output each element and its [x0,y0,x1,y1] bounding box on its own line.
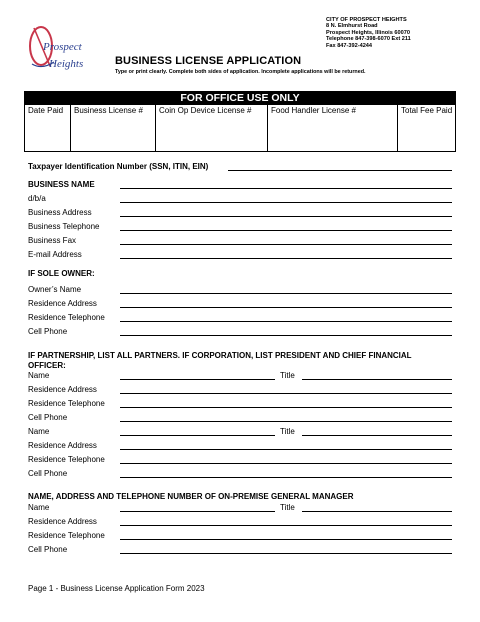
owner-residence-telephone-field[interactable] [120,321,452,322]
business-telephone-field[interactable] [120,230,452,231]
sole-owner-heading: IF SOLE OWNER: [28,269,95,278]
partner1-cell-phone-field[interactable] [120,421,452,422]
office-col-food-handler: Food Handler License # [268,105,398,151]
city-name: CITY OF PROSPECT HEIGHTS [326,17,407,23]
logo-line2: Heights [49,58,84,70]
manager-residence-address-field[interactable] [120,525,452,526]
email-address-label: E-mail Address [28,250,82,259]
partner1-cell-phone-label: Cell Phone [28,413,68,422]
office-col-business-license: Business License # [71,105,156,151]
partner1-residence-address-label: Residence Address [28,385,97,394]
office-col-date-paid: Date Paid [25,105,71,151]
city-street: 8 N. Elmhurst Road [326,23,378,30]
email-address-field[interactable] [120,258,452,259]
partnership-heading-line1: IF PARTNERSHIP, LIST ALL PARTNERS. IF CORPORATION, LIST PRESIDENT AND CHIEF FINANCIAL [28,351,412,360]
partner2-title-field[interactable] [302,435,452,436]
partnership-heading-line2: OFFICER: [28,361,66,370]
owner-residence-telephone-label: Residence Telephone [28,313,105,322]
partner1-residence-telephone-label: Residence Telephone [28,399,105,408]
partner1-title-field[interactable] [302,379,452,380]
office-col-total-fee: Total Fee Paid [401,106,453,115]
business-fax-field[interactable] [120,244,452,245]
owner-residence-address-label: Residence Address [28,299,97,308]
dba-label: d/b/a [28,194,46,203]
partner2-residence-address-field[interactable] [120,449,452,450]
taxpayer-id-field[interactable] [228,170,452,171]
owner-name-field[interactable] [120,293,452,294]
form-title: BUSINESS LICENSE APPLICATION [115,55,302,67]
manager-heading: NAME, ADDRESS AND TELEPHONE NUMBER OF ON-PREMISE GENERAL MANAGER [28,492,354,501]
partner1-residence-address-field[interactable] [120,393,452,394]
partner2-residence-telephone-field[interactable] [120,463,452,464]
business-name-heading: BUSINESS NAME [28,180,95,189]
manager-name-label: Name [28,503,50,512]
dba-field[interactable] [120,202,452,203]
partner2-cell-phone-label: Cell Phone [28,469,68,478]
partner2-residence-address-label: Residence Address [28,441,97,450]
business-fax-label: Business Fax [28,236,77,245]
form-subtitle: Type or print clearly. Complete both sides of application. Incomplete applications will be returned. [115,69,366,75]
partner2-name-field[interactable] [120,435,275,436]
manager-name-field[interactable] [120,511,275,512]
city-contact-block [326,17,411,49]
office-use-title: FOR OFFICE USE ONLY [25,92,455,105]
owner-residence-address-field[interactable] [120,307,452,308]
business-name-field[interactable] [120,188,452,189]
partner1-title-label: Title [280,371,295,380]
office-col-coin-op: Coin Op Device License # [156,105,268,151]
partner2-cell-phone-field[interactable] [120,477,452,478]
manager-title-field[interactable] [302,511,452,512]
manager-title-label: Title [280,503,295,512]
city-city: Prospect Heights, Illinois 60070 [326,29,410,36]
city-telephone: Telephone 847-398-6070 Ext 211 [326,36,411,43]
manager-cell-phone-label: Cell Phone [28,545,68,554]
logo-line1: Prospect [43,41,82,53]
owner-name-label: Owner’s Name [28,285,82,294]
partner2-name-label: Name [28,427,50,436]
partner2-residence-telephone-label: Residence Telephone [28,455,105,464]
office-use-box [24,91,456,152]
partner2-title-label: Title [280,427,295,436]
business-telephone-label: Business Telephone [28,222,100,231]
manager-residence-telephone-label: Residence Telephone [28,531,105,540]
city-logo [24,20,94,76]
owner-cell-phone-field[interactable] [120,335,452,336]
manager-residence-telephone-field[interactable] [120,539,452,540]
business-address-field[interactable] [120,216,452,217]
partner1-residence-telephone-field[interactable] [120,407,452,408]
manager-residence-address-label: Residence Address [28,517,97,526]
taxpayer-id-label: Taxpayer Identification Number (SSN, ITIN, EIN) [28,162,209,171]
partner1-name-label: Name [28,371,50,380]
owner-cell-phone-label: Cell Phone [28,327,68,336]
business-address-label: Business Address [28,208,92,217]
page-footer: Page 1 - Business License Application Form 2023 [28,584,205,593]
city-fax: Fax 847-392-4244 [326,42,373,49]
partner1-name-field[interactable] [120,379,275,380]
manager-cell-phone-field[interactable] [120,553,452,554]
